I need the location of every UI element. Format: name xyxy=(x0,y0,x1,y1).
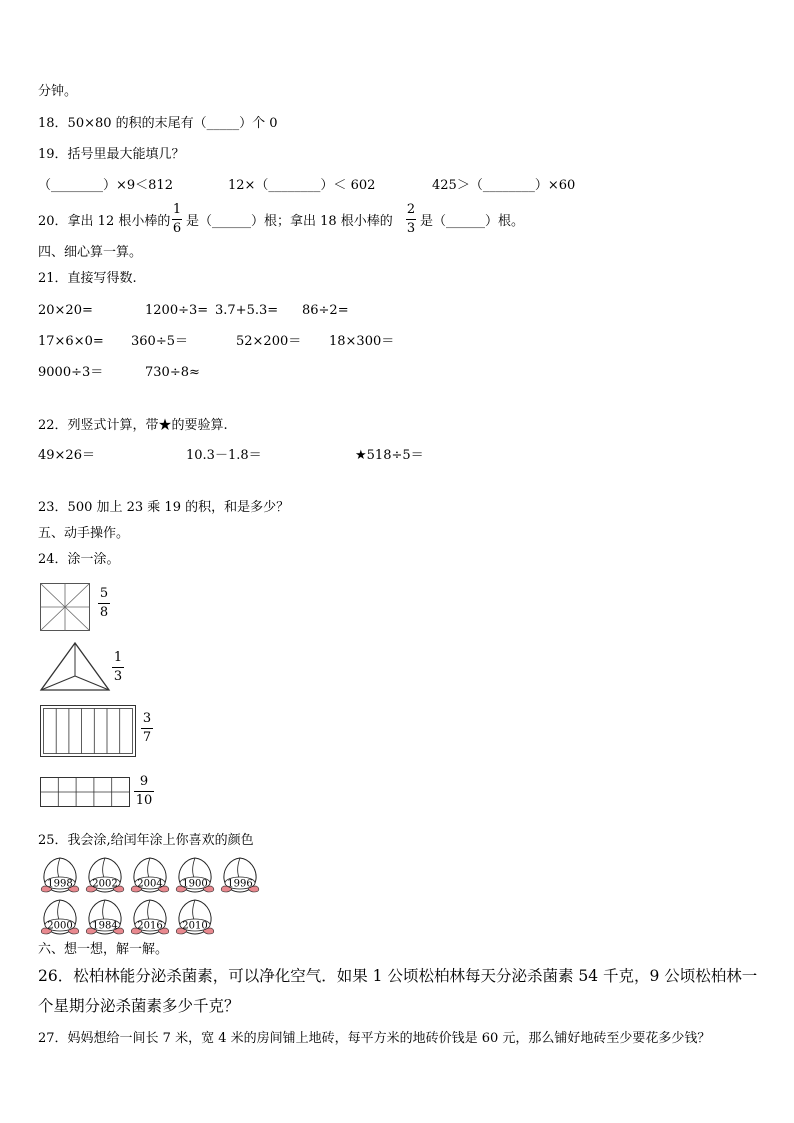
question-26-line-2: 个星期分泌杀菌素多少千克？ xyxy=(38,997,240,1015)
question-18: 18．50×80 的积的末尾有（_____）个 0 xyxy=(38,116,278,131)
peach-year-label: 2004 xyxy=(137,878,163,890)
question-19-title: 19．括号里最大能填几？ xyxy=(38,147,185,162)
q21-r2-c2: 360÷5＝ xyxy=(131,334,188,349)
fraction-3-7-numerator: 3 xyxy=(142,711,152,726)
q20-fraction-2-denominator: 3 xyxy=(406,221,416,236)
q21-r2-c4: 18×300＝ xyxy=(329,334,395,349)
question-23: 23．500 加上 23 乘 19 的积，和是多少？ xyxy=(38,500,290,515)
q20-fraction-1-denominator: 6 xyxy=(172,221,182,236)
q20-part-2: 是（______）根；拿出 18 根小棒的 xyxy=(186,214,393,229)
peach-year-label: 2010 xyxy=(182,920,208,932)
fraction-3-7-denominator: 7 xyxy=(142,730,152,745)
continued-text: 分钟。 xyxy=(38,84,78,99)
q19-item-2: 12×（________）＜ 602 xyxy=(228,178,376,193)
fraction-9-10-denominator: 10 xyxy=(135,793,153,808)
fraction-1-3-denominator: 3 xyxy=(113,669,123,684)
fraction-9-10-numerator: 9 xyxy=(139,774,149,789)
rectangle-divided-7-figure xyxy=(40,705,136,757)
peach-year-1998[interactable] xyxy=(40,856,80,894)
triangle-divided-3-figure xyxy=(40,642,110,691)
fraction-9-10 xyxy=(134,775,154,808)
q22-item-2: 10.3－1.8＝ xyxy=(186,448,262,463)
q22-item-3: ★518÷5＝ xyxy=(355,448,424,463)
q20-part-3: 是（______）根。 xyxy=(420,214,525,229)
question-24-title: 24．涂一涂。 xyxy=(38,552,120,567)
peach-year-2016[interactable] xyxy=(130,898,170,936)
fraction-5-8-denominator: 8 xyxy=(99,605,109,620)
peach-year-2004[interactable] xyxy=(130,856,170,894)
section-5-heading: 五、动手操作。 xyxy=(38,526,130,541)
peach-year-label: 2002 xyxy=(92,878,118,890)
fraction-5-8-numerator: 5 xyxy=(99,586,109,601)
fraction-5-8 xyxy=(98,587,110,620)
question-25-title: 25．我会涂,给闰年涂上你喜欢的颜色 xyxy=(38,833,254,848)
q21-r3-c2: 730÷8≈ xyxy=(145,365,200,380)
q21-r1-c4: 86÷2= xyxy=(302,303,349,318)
question-27: 27．妈妈想给一间长 7 米，宽 4 米的房间铺上地砖，每平方米的地砖价钱是 60 元，那么铺好地砖至少要花多少钱？ xyxy=(38,1031,711,1046)
peach-year-label: 2016 xyxy=(137,920,163,932)
grid-10-cells-figure xyxy=(40,777,130,807)
peach-year-1900[interactable] xyxy=(175,856,215,894)
peach-year-1984[interactable] xyxy=(85,898,125,936)
fraction-1-3-numerator: 1 xyxy=(113,650,123,665)
q21-r1-c3: 3.7+5.3= xyxy=(215,303,279,318)
q20-part-1: 20．拿出 12 根小棒的 xyxy=(38,214,171,229)
q21-r3-c1: 9000÷3＝ xyxy=(38,365,104,380)
q21-r1-c2: 1200÷3= xyxy=(145,303,209,318)
q19-item-1: （________）×9＜812 xyxy=(38,178,173,193)
question-21-title: 21．直接写得数. xyxy=(38,271,137,286)
peach-year-2000[interactable] xyxy=(40,898,80,936)
square-divided-8-figure xyxy=(40,583,90,631)
peach-year-label: 1998 xyxy=(47,878,73,890)
q21-r2-c1: 17×6×0= xyxy=(38,334,104,349)
peach-year-label: 1984 xyxy=(92,920,118,932)
fraction-3-7 xyxy=(141,712,153,745)
q20-fraction-2 xyxy=(406,203,416,236)
peach-year-2010[interactable] xyxy=(175,898,215,936)
q20-fraction-1-numerator: 1 xyxy=(172,202,182,217)
peach-year-label: 1900 xyxy=(182,878,208,890)
section-4-heading: 四、细心算一算。 xyxy=(38,245,143,260)
section-6-heading: 六、想一想，解一解。 xyxy=(38,942,169,957)
peach-year-label: 2000 xyxy=(47,920,73,932)
q19-item-3: 425＞（________）×60 xyxy=(432,178,576,193)
q20-fraction-1 xyxy=(172,203,182,236)
question-22-title: 22．列竖式计算，带★的要验算. xyxy=(38,418,228,433)
q22-item-1: 49×26＝ xyxy=(38,448,95,463)
q21-r1-c1: 20×20= xyxy=(38,303,93,318)
peach-year-2002[interactable] xyxy=(85,856,125,894)
peach-year-1996[interactable] xyxy=(220,856,260,894)
fraction-1-3 xyxy=(112,651,124,684)
question-26-line-1: 26．松柏林能分泌杀菌素，可以净化空气．如果 1 公顷松柏林每天分泌杀菌素 54 千克，9 公顷松柏林一 xyxy=(38,967,758,985)
q20-fraction-2-numerator: 2 xyxy=(406,202,416,217)
peach-year-label: 1996 xyxy=(227,878,253,890)
q21-r2-c3: 52×200＝ xyxy=(236,334,302,349)
